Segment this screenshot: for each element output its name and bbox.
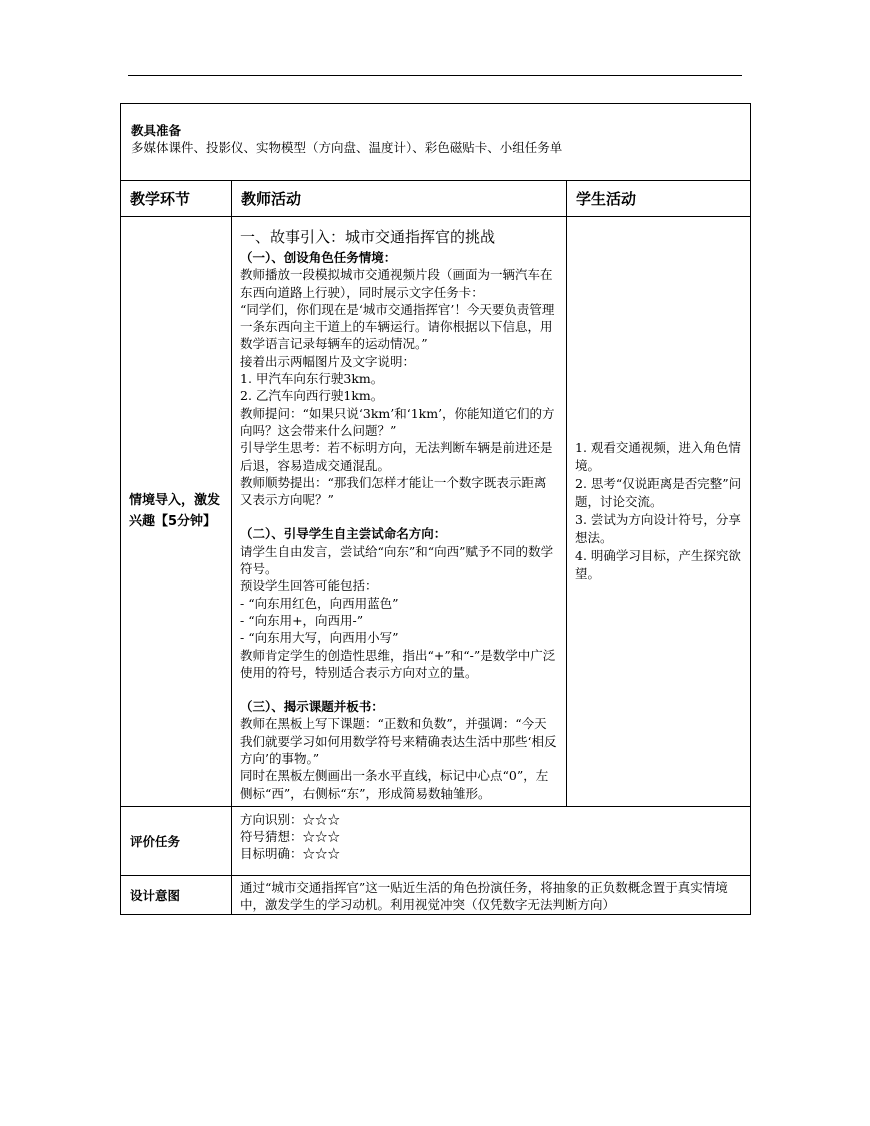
design-text: 通过“城市交通指挥官”这一贴近生活的角色扮演任务，将抽象的正负数概念置于真实情境中，激发学生的学习动机。利用视觉冲突（仅凭数字无法判断方向） (232, 875, 751, 914)
part1-line: 教师播放一段模拟城市交通视频片段（画面为一辆汽车在东西向道路上行驶），同时展示文字任务卡： (240, 267, 553, 300)
evaluation-item: 目标明确：☆☆☆ (240, 845, 341, 861)
part2-line: - “向东用大写，向西用小写” (240, 630, 399, 646)
student-item: 4. 明确学习目标，产生探究欲望。 (575, 548, 741, 582)
design-label: 设计意图 (121, 875, 232, 914)
header-stage: 教学环节 (121, 181, 232, 217)
spacer (240, 508, 558, 525)
section-title: 一、故事引入：城市交通指挥官的挑战 (240, 228, 496, 246)
student-activity (567, 217, 751, 807)
part1-heading: （一）、创设角色任务情境： (240, 250, 397, 265)
part2-heading: （二）、引导学生自主尝试命名方向： (240, 526, 447, 542)
part1-line: 2. 乙汽车向西行驶1km。 (240, 388, 384, 404)
evaluation-item: 符号猜想：☆☆☆ (240, 828, 341, 844)
evaluation-body (232, 806, 751, 875)
lesson-plan-table (120, 103, 751, 915)
teacher-activity (232, 217, 567, 807)
part1-line: 引导学生思考：若不标明方向，无法判断车辆是前进还是后退，容易造成交通混乱。 (240, 440, 553, 473)
header-row (121, 181, 751, 217)
design-row (121, 875, 751, 914)
part1-line: “同学们，你们现在是‘城市交通指挥官’！今天要负责管理一条东西向主干道上的车辆运行。请你根据以下信息，用数学语言记录每辆车的运动情况。” (240, 301, 555, 352)
part2-line: 请学生自由发言，尝试给“向东”和“向西”赋予不同的数学符号。 (240, 543, 554, 577)
part3-line: 同时在黑板左侧画出一条水平直线，标记中心点“0”，左侧标“西”，右侧标“东”，形成简易数轴雏形。 (240, 768, 549, 801)
part2-line: 教师肯定学生的创造性思维，指出“+”和“-”是数学中广泛使用的符号，特别适合表示方向对立的量。 (240, 647, 556, 680)
prep-cell (121, 104, 751, 181)
spacer (240, 681, 558, 698)
part1-line: 教师提问：“如果只说‘3km’和‘1km’，你能知道它们的方向吗？这会带来什么问题？” (240, 405, 555, 438)
student-item: 2. 思考“仅说距离是否完整”问题，讨论交流。 (575, 476, 742, 510)
header-teacher: 教师活动 (232, 181, 567, 217)
part2-line: - “向东用红色，向西用蓝色” (240, 595, 399, 611)
intro-row (121, 217, 751, 807)
part3-heading: （三）、揭示课题并板书： (240, 699, 384, 715)
header-rule (128, 75, 742, 76)
evaluation-row (121, 806, 751, 875)
stage-label: 情境导入，激发兴趣【5分钟】 (121, 217, 232, 807)
evaluation-item: 方向识别：☆☆☆ (240, 811, 341, 827)
prep-row (121, 104, 751, 181)
part1-line: 接着出示两幅图片及文字说明： (240, 353, 416, 369)
prep-content: 多媒体课件、投影仪、实物模型（方向盘、温度计）、彩色磁贴卡、小组任务单 (131, 140, 563, 155)
prep-title: 教具准备 (131, 123, 182, 138)
part2-line: - “向东用+，向西用-” (240, 612, 364, 628)
header-student: 学生活动 (567, 181, 751, 217)
part2-line: 预设学生回答可能包括： (240, 578, 378, 594)
part1-line: 教师顺势提出：“那我们怎样才能让一个数字既表示距离又表示方向呢？” (240, 474, 547, 508)
evaluation-label: 评价任务 (121, 806, 232, 875)
part3-line: 教师在黑板上写下课题：“正数和负数”，并强调：“今天我们就要学习如何用数学符号来精确表达生活中那些‘相反方向’的事物。” (240, 716, 557, 767)
student-item: 1. 观看交通视频，进入角色情境。 (575, 440, 741, 474)
student-item: 3. 尝试为方向设计符号，分享想法。 (575, 512, 741, 546)
part1-line: 1. 甲汽车向东行驶3km。 (240, 371, 384, 387)
